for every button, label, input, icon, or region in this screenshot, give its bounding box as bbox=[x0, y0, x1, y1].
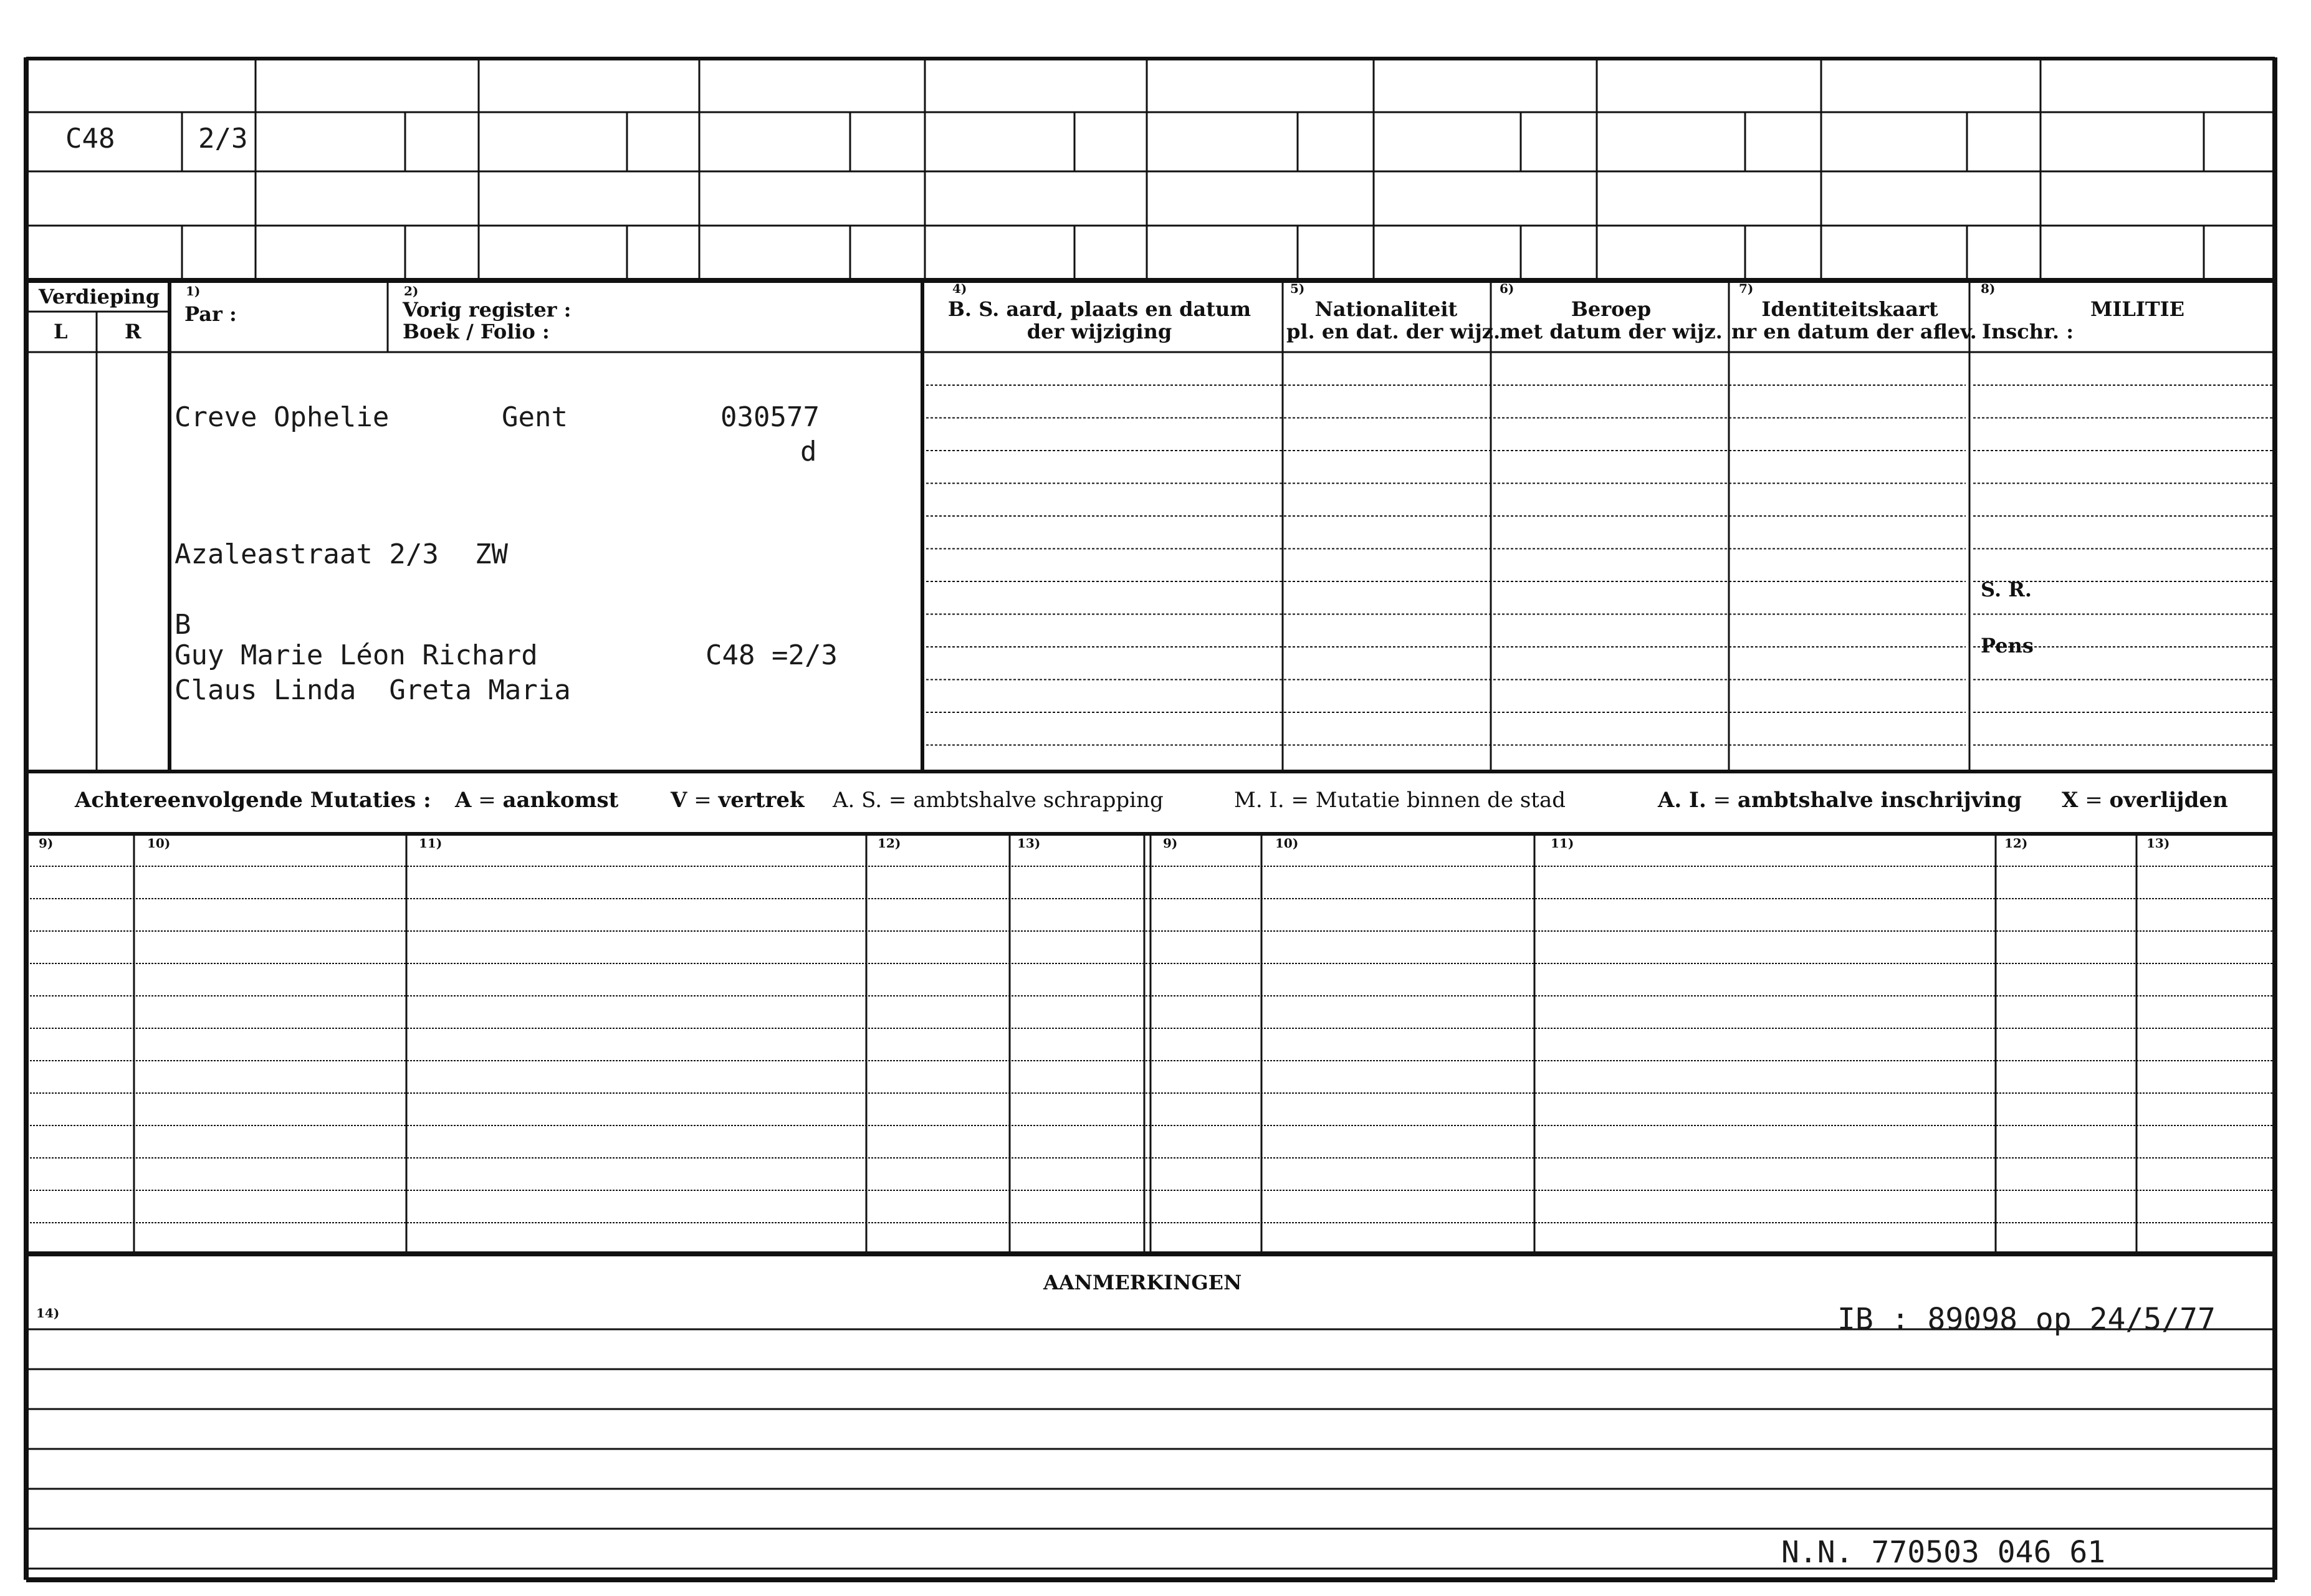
legend-mi: M. I. = Mutatie binnen de stad bbox=[1234, 788, 1566, 813]
mutation-col-9: 9) bbox=[39, 836, 54, 851]
header-beroep: Beroep bbox=[1571, 297, 1652, 321]
header-number-6: 6) bbox=[1500, 281, 1514, 296]
entry-district: ZW bbox=[475, 538, 508, 570]
header-verdieping: Verdieping bbox=[39, 285, 160, 308]
mutation-col-11: 11) bbox=[419, 836, 443, 851]
header-bs: B. S. aard, plaats en datum bbox=[947, 297, 1251, 321]
legend-as: A. S. = ambtshalve schrapping bbox=[833, 788, 1164, 813]
header-nationaliteit: Nationaliteit bbox=[1314, 297, 1458, 321]
header-number-8: 8) bbox=[1981, 281, 1996, 296]
header-identiteitskaart-sub: nr en datum der aflev. bbox=[1731, 320, 1977, 343]
header-r: R bbox=[125, 320, 141, 343]
mutation-col-9b: 9) bbox=[1163, 836, 1178, 851]
remarks-ib: IB : 89098 op 24/5/77 bbox=[1837, 1302, 2216, 1337]
mutation-col-10b: 10) bbox=[1275, 836, 1299, 851]
entry-date-suffix: d bbox=[800, 436, 817, 467]
header-par: Par : bbox=[184, 302, 237, 326]
header-number-2: 2) bbox=[404, 284, 419, 299]
legend-x: X = overlijden bbox=[2062, 788, 2228, 813]
entry-parent-1: Guy Marie Léon Richard bbox=[175, 639, 538, 671]
header-beroep-sub: met datum der wijz. bbox=[1500, 320, 1723, 343]
entry-parent-ref: C48 =2/3 bbox=[706, 639, 838, 671]
mutation-col-10: 10) bbox=[147, 836, 171, 851]
mutation-col-13b: 13) bbox=[2146, 836, 2170, 851]
remarks-nn: N.N. 770503 046 61 bbox=[1781, 1535, 2106, 1570]
header-boek-folio: Boek / Folio : bbox=[403, 320, 550, 343]
entry-place: Gent bbox=[502, 401, 568, 433]
entry-address: Azaleastraat 2/3 bbox=[175, 538, 439, 570]
header-number-4: 4) bbox=[952, 281, 967, 296]
header-vorig-register: Vorig register : bbox=[403, 298, 572, 322]
mutation-col-12: 12) bbox=[878, 836, 901, 851]
header-number-1: 1) bbox=[186, 284, 201, 299]
mutation-col-12b: 12) bbox=[2004, 836, 2028, 851]
militie-pens: Pens bbox=[1981, 634, 2034, 657]
header-inschr: Inschr. : bbox=[1982, 320, 2074, 343]
remarks-number-14: 14) bbox=[36, 1306, 60, 1321]
top-cell-code: C48 bbox=[65, 123, 115, 155]
header-nationaliteit-sub: pl. en dat. der wijz. bbox=[1286, 320, 1501, 343]
entry-name: Creve Ophelie bbox=[175, 401, 390, 433]
entry-parent-2: Claus Linda Greta Maria bbox=[175, 674, 571, 706]
legend-al: A. I. = ambtshalve inschrijving bbox=[1658, 788, 2022, 813]
legend-title: Achtereenvolgende Mutaties : bbox=[75, 788, 431, 813]
header-militie: MILITIE bbox=[2090, 297, 2185, 321]
top-cell-number: 2/3 bbox=[198, 123, 248, 155]
header-number-5: 5) bbox=[1290, 281, 1305, 296]
legend-a: A = aankomst bbox=[455, 788, 619, 813]
header-identiteitskaart: Identiteitskaart bbox=[1761, 297, 1938, 321]
remarks-title: AANMERKINGEN bbox=[1043, 1271, 1242, 1294]
header-number-7: 7) bbox=[1739, 281, 1754, 296]
entry-date: 030577 bbox=[720, 401, 820, 433]
mutation-col-11b: 11) bbox=[1551, 836, 1574, 851]
entry-b-label: B bbox=[175, 609, 191, 641]
header-bs-sub: der wijziging bbox=[1026, 320, 1172, 343]
header-l: L bbox=[54, 320, 68, 343]
militie-sr: S. R. bbox=[1981, 578, 2032, 601]
legend-v: V = vertrek bbox=[671, 788, 805, 813]
mutation-col-13: 13) bbox=[1017, 836, 1041, 851]
